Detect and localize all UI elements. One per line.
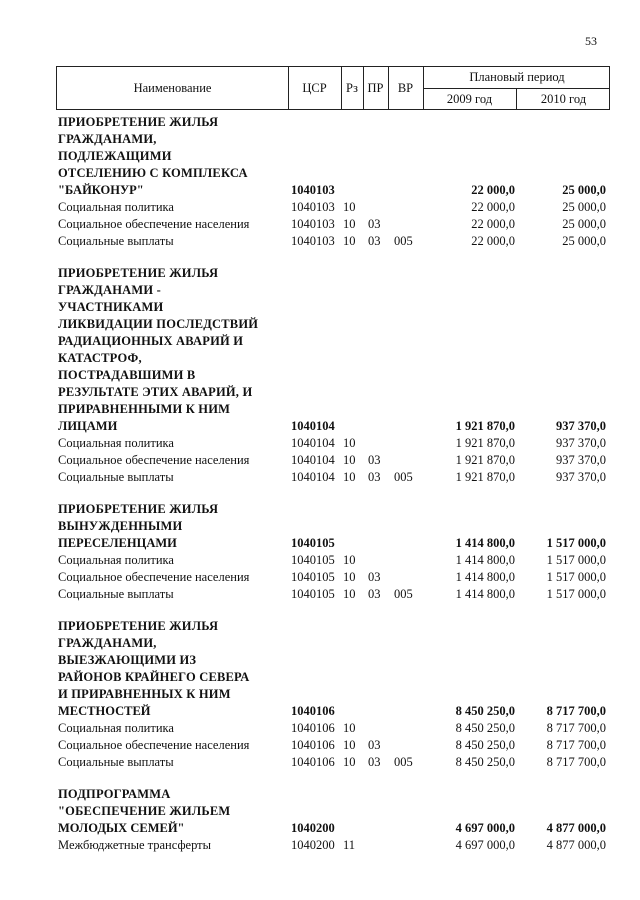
header-vr: ВР — [397, 81, 414, 95]
section-title-line: "ОБЕСПЕЧЕНИЕ ЖИЛЬЕМ — [58, 804, 231, 818]
section-title-line: ПРИОБРЕТЕНИЕ ЖИЛЬЯ — [58, 266, 219, 280]
row-value-2010: 1 517 000,0 — [546, 553, 606, 567]
row-csr: 1040106 — [291, 704, 335, 718]
section-total-row — [56, 418, 610, 435]
section-title-line: ПОСТРАДАВШИМИ В — [58, 368, 196, 382]
row-value-2010: 937 370,0 — [556, 453, 606, 467]
row-csr: 1040200 — [291, 838, 335, 852]
row-rz: 10 — [343, 587, 356, 601]
row-csr: 1040103 — [291, 183, 335, 197]
row-value-2010: 8 717 700,0 — [546, 755, 606, 769]
header-year-2010: 2010 год — [540, 92, 587, 106]
section-title-line: ПРИРАВНЕННЫМИ К НИМ — [58, 402, 231, 416]
table-row — [56, 737, 610, 754]
row-name: МЕСТНОСТЕЙ — [58, 704, 151, 718]
row-value-2009: 8 450 250,0 — [455, 755, 515, 769]
row-rz: 10 — [343, 721, 356, 735]
row-value-2009: 1 414 800,0 — [455, 536, 515, 550]
row-csr: 1040103 — [291, 217, 335, 231]
row-pr: 03 — [368, 470, 381, 484]
section-title-line: ПРИОБРЕТЕНИЕ ЖИЛЬЯ — [58, 502, 219, 516]
row-name: Социальное обеспечение населения — [58, 570, 250, 584]
row-vr: 005 — [394, 587, 413, 601]
row-csr: 1040105 — [291, 553, 335, 567]
section-title-line: И ПРИРАВНЕННЫХ К НИМ — [58, 687, 231, 701]
row-pr: 03 — [368, 755, 381, 769]
row-csr: 1040104 — [291, 436, 335, 450]
row-csr: 1040106 — [291, 738, 335, 752]
row-name: Социальная политика — [58, 436, 174, 450]
section-title-line: ПОДЛЕЖАЩИМИ — [58, 149, 172, 163]
row-csr: 1040104 — [291, 470, 335, 484]
section-title-line: РАДИАЦИОННЫХ АВАРИЙ И — [58, 334, 244, 348]
row-rz: 10 — [343, 470, 356, 484]
section-title-line: ВЫЕЗЖАЮЩИМИ ИЗ — [58, 653, 197, 667]
row-rz: 10 — [343, 570, 356, 584]
row-csr: 1040103 — [291, 234, 335, 248]
row-value-2009: 1 921 870,0 — [455, 453, 515, 467]
table-row — [56, 435, 610, 452]
table-row — [56, 469, 610, 486]
row-pr: 03 — [368, 738, 381, 752]
row-pr: 03 — [368, 234, 381, 248]
row-csr: 1040106 — [291, 755, 335, 769]
row-rz: 10 — [343, 738, 356, 752]
row-value-2010: 25 000,0 — [562, 183, 606, 197]
row-rz: 10 — [343, 755, 356, 769]
row-value-2010: 4 877 000,0 — [546, 821, 606, 835]
row-name: Межбюджетные трансферты — [58, 838, 212, 852]
row-rz: 11 — [343, 838, 356, 852]
row-value-2009: 1 921 870,0 — [455, 470, 515, 484]
row-divider — [423, 88, 609, 89]
row-value-2010: 25 000,0 — [562, 217, 606, 231]
header-planned-period: Плановый период — [469, 70, 565, 84]
header-csr: ЦСР — [302, 81, 327, 95]
budget-section — [56, 618, 610, 771]
row-name: ЛИЦАМИ — [58, 419, 118, 433]
row-value-2010: 1 517 000,0 — [546, 536, 606, 550]
section-title-line: РАЙОНОВ КРАЙНЕГО СЕВЕРА — [58, 670, 250, 684]
row-value-2010: 25 000,0 — [562, 200, 606, 214]
budget-section — [56, 501, 610, 603]
section-total-row — [56, 820, 610, 837]
budget-section — [56, 114, 610, 250]
row-name: Социальное обеспечение населения — [58, 453, 250, 467]
row-csr: 1040103 — [291, 200, 335, 214]
row-rz: 10 — [343, 234, 356, 248]
page-number: 53 — [585, 34, 597, 48]
row-value-2009: 1 414 800,0 — [455, 570, 515, 584]
section-title-line: ОТСЕЛЕНИЮ С КОМПЛЕКСА — [58, 166, 248, 180]
row-name: Социальные выплаты — [58, 470, 174, 484]
section-title-line: ПРИОБРЕТЕНИЕ ЖИЛЬЯ — [58, 619, 219, 633]
row-name: Социальная политика — [58, 721, 174, 735]
table-row — [56, 199, 610, 216]
row-rz: 10 — [343, 453, 356, 467]
table-row — [56, 754, 610, 771]
table-row — [56, 233, 610, 250]
row-name: Социальные выплаты — [58, 587, 174, 601]
table-header — [56, 66, 610, 110]
row-value-2009: 4 697 000,0 — [455, 821, 515, 835]
row-name: ПЕРЕСЕЛЕНЦАМИ — [58, 536, 177, 550]
header-pr: ПР — [367, 81, 384, 95]
row-value-2010: 937 370,0 — [556, 470, 606, 484]
row-pr: 03 — [368, 570, 381, 584]
table-row — [56, 837, 610, 854]
table-body — [56, 114, 610, 869]
row-value-2009: 22 000,0 — [471, 200, 515, 214]
row-value-2010: 937 370,0 — [556, 436, 606, 450]
row-vr: 005 — [394, 755, 413, 769]
budget-section — [56, 786, 610, 854]
row-value-2010: 1 517 000,0 — [546, 587, 606, 601]
section-title-line: ГРАЖДАНАМИ - — [58, 283, 161, 297]
row-name: Социальные выплаты — [58, 234, 174, 248]
row-value-2009: 4 697 000,0 — [455, 838, 515, 852]
row-rz: 10 — [343, 553, 356, 567]
row-name: Социальная политика — [58, 553, 174, 567]
section-total-row — [56, 703, 610, 720]
table-row — [56, 552, 610, 569]
row-value-2009: 22 000,0 — [471, 217, 515, 231]
row-pr: 03 — [368, 453, 381, 467]
row-value-2010: 8 717 700,0 — [546, 738, 606, 752]
section-title-line: ЛИКВИДАЦИИ ПОСЛЕДСТВИЙ — [58, 317, 259, 331]
section-title-line: ГРАЖДАНАМИ, — [58, 132, 157, 146]
row-value-2009: 1 921 870,0 — [455, 419, 515, 433]
row-value-2009: 1 414 800,0 — [455, 587, 515, 601]
section-title-line: ВЫНУЖДЕННЫМИ — [58, 519, 183, 533]
row-value-2010: 4 877 000,0 — [546, 838, 606, 852]
row-value-2009: 22 000,0 — [471, 183, 515, 197]
row-name: Социальные выплаты — [58, 755, 174, 769]
row-name: Социальное обеспечение населения — [58, 217, 250, 231]
row-value-2009: 1 921 870,0 — [455, 436, 515, 450]
row-name: МОЛОДЫХ СЕМЕЙ" — [58, 821, 185, 835]
table-row — [56, 216, 610, 233]
row-csr: 1040104 — [291, 419, 335, 433]
table-row — [56, 569, 610, 586]
row-value-2010: 25 000,0 — [562, 234, 606, 248]
row-rz: 10 — [343, 200, 356, 214]
row-value-2010: 937 370,0 — [556, 419, 606, 433]
row-value-2009: 8 450 250,0 — [455, 721, 515, 735]
row-pr: 03 — [368, 587, 381, 601]
row-csr: 1040104 — [291, 453, 335, 467]
row-vr: 005 — [394, 234, 413, 248]
row-rz: 10 — [343, 436, 356, 450]
row-name: "БАЙКОНУР" — [58, 183, 144, 197]
budget-section — [56, 265, 610, 486]
row-value-2009: 22 000,0 — [471, 234, 515, 248]
row-pr: 03 — [368, 217, 381, 231]
section-title-line: УЧАСТНИКАМИ — [58, 300, 164, 314]
row-csr: 1040200 — [291, 821, 335, 835]
row-value-2009: 8 450 250,0 — [455, 704, 515, 718]
header-year-2009: 2009 год — [446, 92, 493, 106]
section-total-row — [56, 535, 610, 552]
row-name: Социальное обеспечение населения — [58, 738, 250, 752]
row-csr: 1040105 — [291, 587, 335, 601]
row-vr: 005 — [394, 470, 413, 484]
row-value-2010: 8 717 700,0 — [546, 704, 606, 718]
row-rz: 10 — [343, 217, 356, 231]
row-csr: 1040105 — [291, 570, 335, 584]
row-name: Социальная политика — [58, 200, 174, 214]
section-title-line: РЕЗУЛЬТАТЕ ЭТИХ АВАРИЙ, И — [58, 385, 253, 399]
section-title-line: КАТАСТРОФ, — [58, 351, 142, 365]
section-title-line: ПОДПРОГРАММА — [58, 787, 171, 801]
row-csr: 1040105 — [291, 536, 335, 550]
row-csr: 1040106 — [291, 721, 335, 735]
section-title-line: ПРИОБРЕТЕНИЕ ЖИЛЬЯ — [58, 115, 219, 129]
table-row — [56, 720, 610, 737]
header-rz: Рз — [346, 81, 358, 95]
row-value-2009: 8 450 250,0 — [455, 738, 515, 752]
header-name: Наименование — [133, 81, 212, 95]
table-row — [56, 586, 610, 603]
row-value-2010: 1 517 000,0 — [546, 570, 606, 584]
section-total-row — [56, 182, 610, 199]
row-value-2009: 1 414 800,0 — [455, 553, 515, 567]
row-value-2010: 8 717 700,0 — [546, 721, 606, 735]
table-row — [56, 452, 610, 469]
section-title-line: ГРАЖДАНАМИ, — [58, 636, 157, 650]
